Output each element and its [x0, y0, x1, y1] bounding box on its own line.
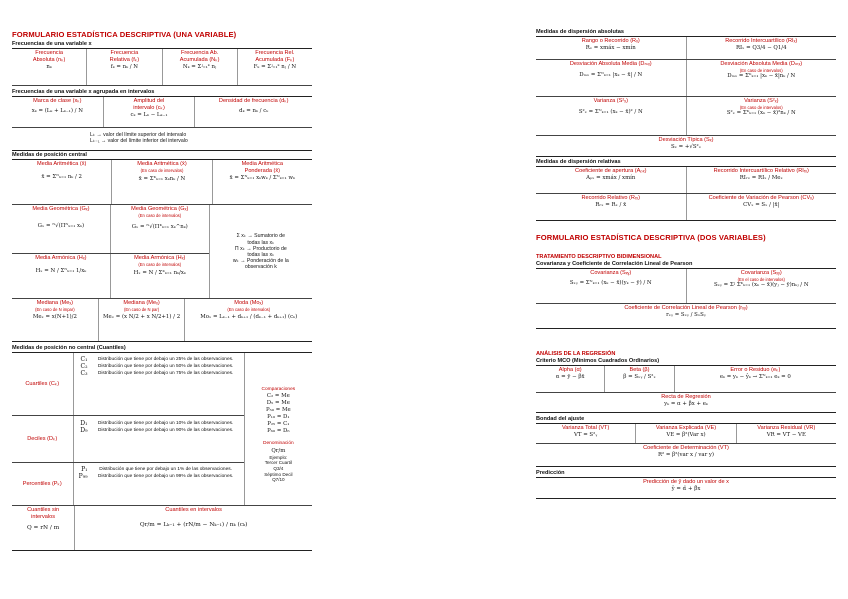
percentile-1-symbol: P₁ — [81, 466, 88, 474]
percentile-99-symbol: P₉₉ — [78, 473, 88, 480]
quartile-1 — [76, 357, 242, 363]
error-formula: eₖ = yₖ − ŷₖ → Σᴺₖ₌₁ eₖ = 0 — [719, 373, 791, 380]
legend-note-1: Σ xₖ → Sumatorio de — [236, 233, 286, 240]
pearson-label: Coeficiente de Correlación Lineal de Pearson (rₓᵧ) — [624, 305, 748, 311]
comparisons-column — [244, 353, 312, 505]
limit-lower-note: Lₖ₋₁ → valor del límite inferior del intervalo — [90, 138, 188, 145]
deciles-label-cell — [12, 416, 74, 462]
media-geometrica-int-formula: Gₓ = ᴺ√(Πᴷₖ₌₁ xₖ^nₖ) — [131, 224, 188, 231]
limit-upper-note: Lₖ → valor del límite superior del intervalo — [90, 132, 187, 138]
decile-9-symbol: D₉ — [80, 427, 88, 434]
cuantiles-sin-label: Cuantiles sin — [27, 507, 60, 514]
media-aritmetica-label: Media Aritmética (x̄) — [36, 161, 87, 168]
varianza-int-sub: (En caso de intervalos) — [739, 104, 783, 110]
media-ponderada-cell — [213, 160, 312, 204]
quartiles-row — [12, 353, 244, 416]
freq-relativa-formula: fₖ = nₖ / N — [110, 63, 139, 70]
noncentral-section-title: Medidas de posición no central (Cuantiles) — [12, 344, 312, 353]
left-page — [12, 10, 312, 590]
varianza-explicada-formula: VE = β²(Var x) — [666, 431, 706, 438]
rec-intercuartilico-formula: RIₓ = Q3/4 − Q1/4 — [735, 44, 787, 51]
freq-rel-acum-label: Frecuencia Rel. — [255, 50, 295, 56]
quartile-1-desc: Distribución que tiene por debajo un 25% de las observaciones. — [97, 357, 234, 363]
percentiles-label: Percentiles (Pₖ) — [22, 480, 62, 487]
freq-rel-acum-cell — [238, 49, 312, 85]
rec-int-relativo-label: Recorrido Intercuartílico Relativo (RIᵣₓ) — [713, 168, 809, 174]
legend-note-3: Π xₖ → Productorio de — [234, 245, 287, 252]
mediana-par-cell — [99, 299, 186, 341]
alpha-cell — [536, 366, 605, 392]
cov-row — [536, 269, 836, 304]
legend-note-5: wₖ → Ponderación de la — [232, 258, 289, 265]
desv-abs-media-label: Desviación Absoluta Media (Dₘₓ) — [569, 61, 652, 67]
freq-abs-acum-formula: Nₖ = Σʲ₌₁ᵏ nⱼ — [182, 63, 217, 70]
rec-int-relativo-cell — [687, 167, 837, 193]
mediana-impar-formula: Meₓ = x(N+1)/2 — [32, 314, 77, 321]
comparison-2: D₅ = Me — [266, 399, 290, 406]
amplitud-label-2: intervalo (cₖ) — [133, 104, 165, 111]
pearson-formula: rₓᵧ = Sₓᵧ / SₓSᵧ — [666, 311, 706, 318]
covarianza-int-sub: (En el caso de intervalos) — [737, 276, 785, 282]
grouped-row — [12, 97, 312, 128]
quartiles-list — [74, 353, 244, 415]
media-geometrica-int-label: Media Geométrica (Gₓ) — [131, 206, 189, 213]
denomination-septimo: Séptimo Decil — [264, 471, 293, 477]
cuantiles-sin-formula: Q = rN / m — [26, 525, 60, 531]
media-ponderada-label-2: Ponderada (x̄) — [244, 168, 281, 175]
limits-notes — [12, 128, 312, 148]
denomination-symbol: Qr/m — [271, 447, 286, 454]
freq-section-title: Frecuencias de una variable x — [12, 40, 312, 49]
legend-note-2: todas las xₖ — [247, 239, 275, 246]
freq-relativa-label: Frecuencia — [110, 50, 139, 56]
media-aritmetica-int-sub: (En caso de intervalos) — [140, 168, 184, 174]
mediana-par-formula: Meₓ = (x N/2 + x N/2+1) / 2 — [103, 314, 181, 321]
freq-relativa-cell — [87, 49, 162, 85]
covarianza-int-formula: Sₓᵧ = Σʲ Σᴷₖ₌₁ (xₖ − x̄)(yⱼ − ȳ)nₖⱼ / N — [713, 282, 809, 288]
covarianza-cell — [536, 269, 687, 303]
rango-label: Rango o Recorrido (Rₓ) — [581, 38, 640, 44]
media-armonica-int-formula: Hₓ = N / Σᴷₖ₌₁ nₖ/xₖ — [133, 270, 186, 277]
deciles-list — [74, 416, 244, 462]
pearson-cell — [536, 304, 836, 328]
marca-clase-cell — [12, 97, 104, 127]
media-armonica-int-label: Media Armónica (Hₓ) — [134, 255, 186, 262]
mediana-impar-cell — [12, 299, 99, 341]
comparison-5: P₂₅ = C₁ — [267, 420, 290, 427]
marca-clase-label: Marca de clase (xₖ) — [33, 98, 82, 104]
central-left-block — [12, 205, 210, 298]
desv-abs-media-cell — [536, 60, 687, 96]
media-geometrica-cell — [12, 205, 111, 253]
determinacion-label: Coeficiente de Determinación (VT) — [643, 445, 729, 451]
media-ponderada-formula: x̄ = Σᴺₖ₌₁ xₖwₖ / Σᴺₖ₌₁ wₖ — [229, 175, 295, 181]
central-rows-2-3 — [12, 205, 312, 299]
right-page — [536, 10, 836, 590]
varianza-int-formula: S²ₓ = Σᴷₖ₌₁ (xₖ − x̄)²nₖ / N — [726, 110, 796, 116]
central-row-1 — [12, 160, 312, 205]
ajuste-row — [536, 424, 836, 444]
cuantiles-formula-row — [12, 506, 312, 551]
prediccion-label: Predicción de ŷ dado un valor de x — [643, 479, 729, 485]
moda-cell — [185, 299, 312, 341]
desv-abs-media-int-sub: (En caso de intervalos) — [739, 67, 783, 73]
freq-absoluta-label: Frecuencia — [35, 50, 63, 56]
mediana-impar-label: Mediana (Meₓ) — [36, 300, 74, 307]
legend-note-4: todas las xₖ — [247, 251, 275, 258]
quartile-2 — [76, 364, 242, 370]
media-aritmetica-formula: x̄ = Σᴺₖ₌₁ nₖ / 2 — [41, 174, 82, 181]
desv-abs-media-formula: Dₘₓ = Σᴺₖ₌₁ |xₖ − x̄| / N — [579, 71, 643, 78]
desv-tipica-cell — [536, 136, 836, 156]
central-section-title: Medidas de posición central — [12, 150, 312, 160]
ajuste-title: Bondad del ajuste — [536, 415, 836, 424]
moda-label: Moda (Moₓ) — [234, 300, 264, 307]
mco-row — [536, 366, 836, 393]
media-armonica-int-sub: (En caso de intervalos) — [138, 262, 182, 268]
regr-title: ANÁLISIS DE LA REGRESIÓN — [536, 351, 616, 357]
error-label: Error o Residuo (eₖ) — [730, 367, 781, 373]
media-geometrica-formula: Gₓ = ᴺ√(Πᴺₖ₌₁ xₖ) — [37, 223, 85, 230]
recta-formula: yₖ = α + βx + eₖ — [664, 400, 708, 407]
media-armonica-cell — [12, 254, 111, 298]
cov-title: Covarianza y Coeficiente de Correlación Lineal de Pearson — [536, 260, 836, 269]
bidim-title: TRATAMIENTO DESCRIPTIVO BIDIMENSIONAL — [536, 254, 662, 260]
varianza-residual-cell — [737, 424, 836, 443]
rango-formula: Rₓ = xmáx − xmín — [585, 44, 636, 51]
alpha-formula: α = ȳ − βx̄ — [555, 373, 585, 380]
disp-row-3 — [536, 97, 836, 136]
rec-intercuartilico-label: Recorrido Intercuartílico (RIₓ) — [725, 38, 798, 44]
prediccion-formula: ŷ = α̂ + β̂x — [671, 485, 701, 492]
covarianza-int-label: Covarianza (Sₓᵧ) — [740, 270, 782, 276]
freq-abs-acum-label-2: Acumulada (Nₖ) — [179, 56, 220, 63]
amplitud-formula: cₖ = Lₖ − Lₖ₋₁ — [130, 111, 168, 118]
error-cell — [675, 366, 836, 392]
pearson-row — [536, 304, 836, 329]
denomination-tercer: Tercer Cuartil — [264, 460, 293, 466]
disp-rel-title: Medidas de dispersión relativas — [536, 158, 836, 167]
disp-row-1 — [536, 37, 836, 60]
rango-cell — [536, 37, 687, 59]
central-row-3 — [12, 254, 209, 298]
quartile-3-desc: Distribución que tiene por debajo un 75% de las observaciones. — [97, 370, 234, 376]
coef-variacion-label: Coeficiente de Variación de Pearson (CVₓ) — [708, 195, 814, 201]
percentiles-row — [12, 463, 244, 505]
disp-abs-title: Medidas de dispersión absolutas — [536, 28, 836, 37]
varianza-residual-label: Varianza Residual (VR) — [757, 425, 816, 431]
desv-tipica-label: Desviación Típica (Sₓ) — [658, 137, 714, 143]
cuantiles-en-label: Cuantiles en intervalos — [165, 507, 222, 514]
densidad-formula: dₖ = nₖ / cₖ — [239, 107, 269, 114]
coef-variacion-cell — [687, 194, 837, 220]
coef-apertura-label: Coeficiente de apertura (Aₚₓ) — [575, 168, 647, 174]
freq-row — [12, 49, 312, 86]
freq-absoluta-formula: nₖ — [46, 63, 52, 70]
determinacion-row — [536, 444, 836, 467]
comparison-4: P₁₀ = D₁ — [267, 413, 290, 420]
varianza-residual-formula: VR = VT − VE — [766, 431, 806, 438]
varianza-total-label: Varianza Total (VT) — [561, 425, 610, 431]
denomination-q710: Q7/10 — [272, 477, 285, 483]
decile-1 — [76, 421, 242, 427]
varianza-cell — [536, 97, 687, 135]
media-armonica-formula: Hₓ = N / Σᴺₖ₌₁ 1/xₖ — [35, 268, 87, 275]
freq-absoluta-label-2: Absoluta (nₖ) — [32, 56, 66, 63]
freq-rel-acum-formula: Fₖ = Σʲ₌₁ᵏ nⱼ / N — [253, 63, 297, 70]
rec-relativo-formula: Rᵣₓ = Rₓ / x̄ — [595, 201, 627, 208]
media-aritmetica-int-label: Media Aritmética (x̄) — [137, 161, 187, 168]
freq-rel-acum-label-2: Acumulada (Fₖ) — [255, 56, 295, 63]
amplitud-label: Amplitud del — [133, 98, 165, 104]
mediana-par-sub: (En caso de N par) — [124, 307, 160, 313]
quartile-3-symbol: C₃ — [80, 369, 88, 377]
cuantiles-left — [12, 353, 244, 505]
media-ponderada-label: Media Aritmética — [241, 161, 283, 168]
freq-relativa-label-2: Relativa (fₖ) — [109, 56, 140, 63]
moda-formula: Moₓ = Lₖ₋₁ + dₖ₊₁ / (dₖ₋₁ + dₖ₊₁) (cₖ) — [200, 314, 298, 321]
varianza-total-cell — [536, 424, 636, 443]
varianza-explicada-cell — [636, 424, 736, 443]
deciles-row — [12, 416, 244, 463]
cuantiles-sin-label-2: intervalos — [31, 514, 56, 521]
desv-abs-media-int-label: Desviación Absoluta Media (Dₘₓ) — [720, 61, 803, 67]
comparison-1: C₂ = Me — [266, 392, 290, 399]
comparison-6: P₆₀ = D₆ — [267, 427, 290, 434]
rel-row-1 — [536, 167, 836, 194]
densidad-label: Densidad de frecuencia (dₖ) — [218, 98, 289, 104]
quartile-1-symbol: C₁ — [80, 356, 88, 364]
rec-relativo-cell — [536, 194, 687, 220]
varianza-explicada-label: Varianza Explicada (VE) — [655, 425, 717, 431]
coef-variacion-formula: CVₓ = Sₓ / |x̄| — [743, 201, 780, 208]
varianza-int-label: Varianza (S²ₓ) — [744, 98, 779, 104]
prediccion-cell — [536, 478, 836, 498]
grouped-section-title: Frecuencias de una variable x agrupada en intervalos — [12, 88, 312, 97]
mediana-impar-sub: (En caso de N impar) — [35, 307, 75, 313]
recta-cell — [536, 393, 836, 412]
varianza-formula: S²ₓ = Σᴺₖ₌₁ (xₖ − x̄)² / N — [578, 108, 643, 115]
amplitud-cell — [104, 97, 196, 127]
varianza-int-cell — [687, 97, 837, 135]
desv-tipica-formula: Sₓ = +√S²ₓ — [670, 143, 701, 150]
rel-row-2 — [536, 194, 836, 221]
moda-sub: (En caso de intervalos) — [227, 307, 271, 313]
central-row-2 — [12, 205, 209, 254]
freq-abs-acum-cell — [163, 49, 238, 85]
recta-label: Recta de Regresión — [661, 394, 711, 400]
quartile-2-symbol: C₂ — [80, 363, 88, 370]
quartile-2-desc: Distribución que tiene por debajo un 50% de las observaciones. — [97, 364, 234, 369]
deciles-label: Deciles (Dₖ) — [27, 435, 58, 442]
legend-notes — [210, 205, 312, 298]
beta-formula: β = Sₓᵧ / S²ₓ — [623, 373, 656, 380]
percentile-1 — [76, 467, 242, 473]
legend-note-6: observación k — [244, 264, 277, 271]
beta-cell — [605, 366, 674, 392]
main-title-two-variables: FORMULARIO ESTADÍSTICA DESCRIPTIVA (DOS VARIABLES) — [536, 233, 766, 242]
comparison-3: P₅₀ = Me — [266, 406, 291, 413]
densidad-cell — [195, 97, 312, 127]
denomination-q34: Q3/4 — [273, 466, 284, 471]
percentile-1-desc: Distribución que tiene por debajo un 1% de las observaciones. — [99, 467, 233, 473]
denomination-title: Denominación — [263, 440, 294, 446]
quartile-3 — [76, 371, 242, 377]
media-geometrica-label: Media Geométrica (Gₓ) — [32, 206, 90, 213]
denomination-example: Ejemplo: — [269, 454, 288, 460]
cuantiles-sin-cell — [12, 506, 75, 550]
determinacion-cell — [536, 444, 836, 466]
marca-clase-formula: xₖ = (Lₖ + Lₖ₋₁) / N — [31, 107, 83, 114]
pred-title: Predicción — [536, 469, 836, 478]
percentiles-list — [74, 463, 244, 505]
mco-title: Criterio MCO (Mínimos Cuadrados Ordinarios) — [536, 357, 836, 366]
decile-9 — [76, 428, 242, 434]
desv-abs-media-int-cell — [687, 60, 837, 96]
recta-row — [536, 393, 836, 413]
determinacion-formula: R² = β²(var x / var y) — [657, 451, 715, 458]
beta-label: Beta (β) — [629, 367, 650, 373]
prediccion-row — [536, 478, 836, 499]
desv-abs-media-int-formula: Dₘₓ = Σᴷₖ₌₁ |xₖ − x̄|nₖ / N — [727, 73, 796, 79]
decile-1-symbol: D₁ — [80, 420, 88, 428]
percentiles-label-cell — [12, 463, 74, 505]
cuantiles-en-formula: Qr/m = Lₖ₋₁ + (rN/m − Nₖ₋₁) / nₖ (cₖ) — [139, 522, 248, 529]
percentile-99-desc: Distribución que tiene por debajo un 99% de las observaciones. — [97, 474, 234, 479]
media-armonica-label: Media Armónica (Hₓ) — [35, 255, 87, 262]
rec-relativo-label: Recorrido Relativo (Rᵣₓ) — [581, 195, 640, 201]
cuantiles-block — [12, 353, 312, 506]
rec-intercuartilico-cell — [687, 37, 837, 59]
covarianza-int-cell — [687, 269, 837, 303]
central-row-4 — [12, 299, 312, 342]
decile-1-desc: Distribución que tiene por debajo un 10% de las observaciones. — [97, 421, 234, 427]
comparisons-title: Comparaciones — [261, 387, 296, 393]
media-armonica-int-cell — [111, 254, 209, 298]
quartiles-label: Cuartiles (Cₖ) — [25, 380, 60, 387]
desv-tipica-row — [536, 136, 836, 157]
media-aritmetica-int-cell — [112, 160, 212, 204]
cuantiles-en-cell — [75, 506, 312, 550]
alpha-label: Alpha (α) — [558, 367, 582, 373]
main-title: FORMULARIO ESTADÍSTICA DESCRIPTIVA (UNA VARIABLE) — [12, 30, 237, 39]
coef-apertura-formula: Aₚₓ = xmáx / xmín — [586, 174, 636, 181]
disp-row-2 — [536, 60, 836, 97]
decile-9-desc: Distribución que tiene por debajo un 90% de las observaciones. — [97, 428, 234, 433]
coef-apertura-cell — [536, 167, 687, 193]
percentile-99 — [76, 474, 242, 480]
varianza-label: Varianza (S²ₓ) — [593, 98, 628, 104]
freq-absoluta-cell — [12, 49, 87, 85]
freq-abs-acum-label: Frecuencia Ab. — [180, 50, 219, 56]
media-aritmetica-cell — [12, 160, 112, 204]
mediana-par-label: Mediana (Meₓ) — [123, 300, 160, 307]
covarianza-formula: Sₓᵧ = Σᴺₖ₌₁ (xₖ − x̄)(yₖ − ȳ) / N — [569, 279, 652, 286]
media-geometrica-int-cell — [111, 205, 209, 253]
varianza-total-formula: VT = S²ᵧ — [574, 431, 598, 438]
quartiles-label-cell — [12, 353, 74, 415]
rec-int-relativo-formula: RIᵣₓ = RIₓ / Meₓ — [739, 174, 783, 181]
media-aritmetica-int-formula: x̄ = Σᴷₖ₌₁ xₖnₖ / N — [138, 176, 186, 183]
media-geometrica-int-sub: (En caso de intervalos) — [138, 213, 182, 219]
covarianza-label: Covarianza (Sₓᵧ) — [590, 270, 632, 276]
